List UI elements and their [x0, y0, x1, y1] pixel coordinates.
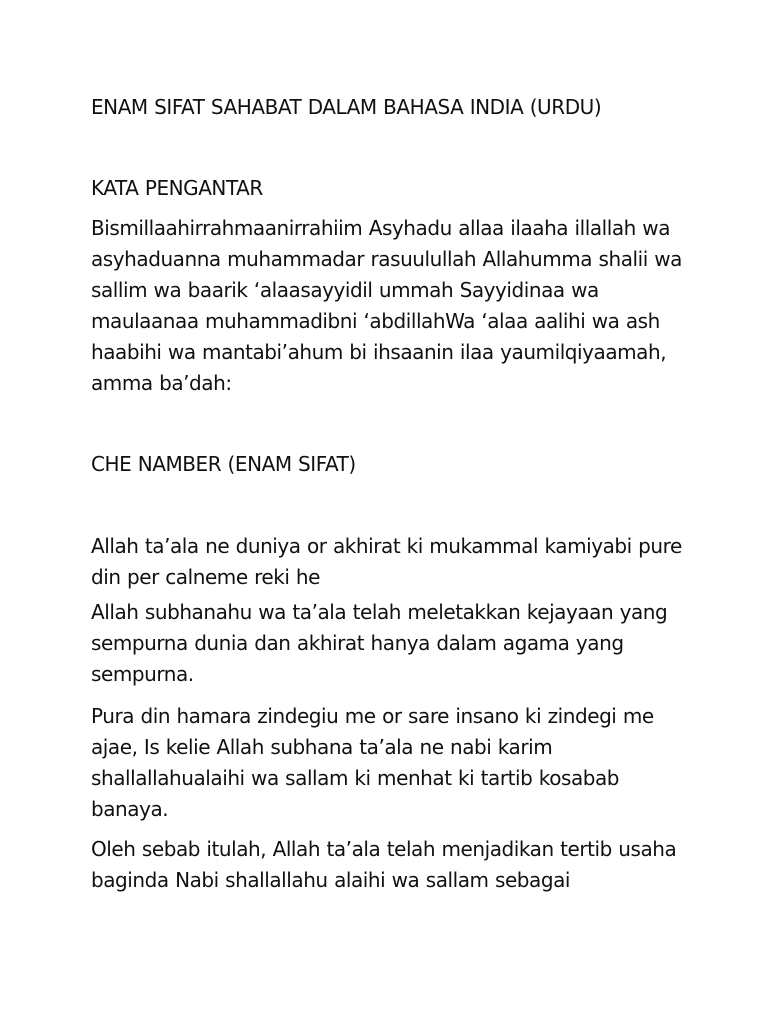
body-paragraph: Allah ta’ala ne duniya or akhirat ki mukammal kamiyabi pure din per calneme reki he: [91, 534, 682, 589]
body-paragraph: Allah subhanahu wa ta’ala telah meletakkan kejayaan yang sempurna dunia dan akhirat hanya dalam agama yang sempurna.: [91, 600, 668, 686]
body-paragraph: Oleh sebab itulah, Allah ta’ala telah menjadikan tertib usaha baginda Nabi shallallahu alaihi wa sallam sebagai: [91, 837, 677, 892]
section-heading-che-namber: CHE NAMBER (ENAM SIFAT): [91, 452, 356, 476]
intro-paragraph: Bismillaahirrahmaanirrahiim Asyhadu allaa ilaaha illallah wa asyhaduanna muhammadar rasuulullah Allahumma shalii wa sallim wa baarik ‘alaasayyidil ummah Sayyidinaa wa maulaanaa muhammadibni ‘abdillahWa ‘alaa aalihi wa ash haabihi wa mantabi’ahum bi ihsaanin ilaa yaumilqiyaamah, amma ba’dah:: [91, 216, 682, 395]
section-heading-kata-pengantar: KATA PENGANTAR: [91, 176, 263, 200]
body-paragraph: Pura din hamara zindegiu me or sare insano ki zindegi me ajae, Is kelie Allah subhana ta’ala ne nabi karim shallallahualaihi wa sallam ki menhat ki tartib kosabab banaya.: [91, 704, 654, 821]
document-title: ENAM SIFAT SAHABAT DALAM BAHASA INDIA (URDU): [91, 95, 602, 119]
